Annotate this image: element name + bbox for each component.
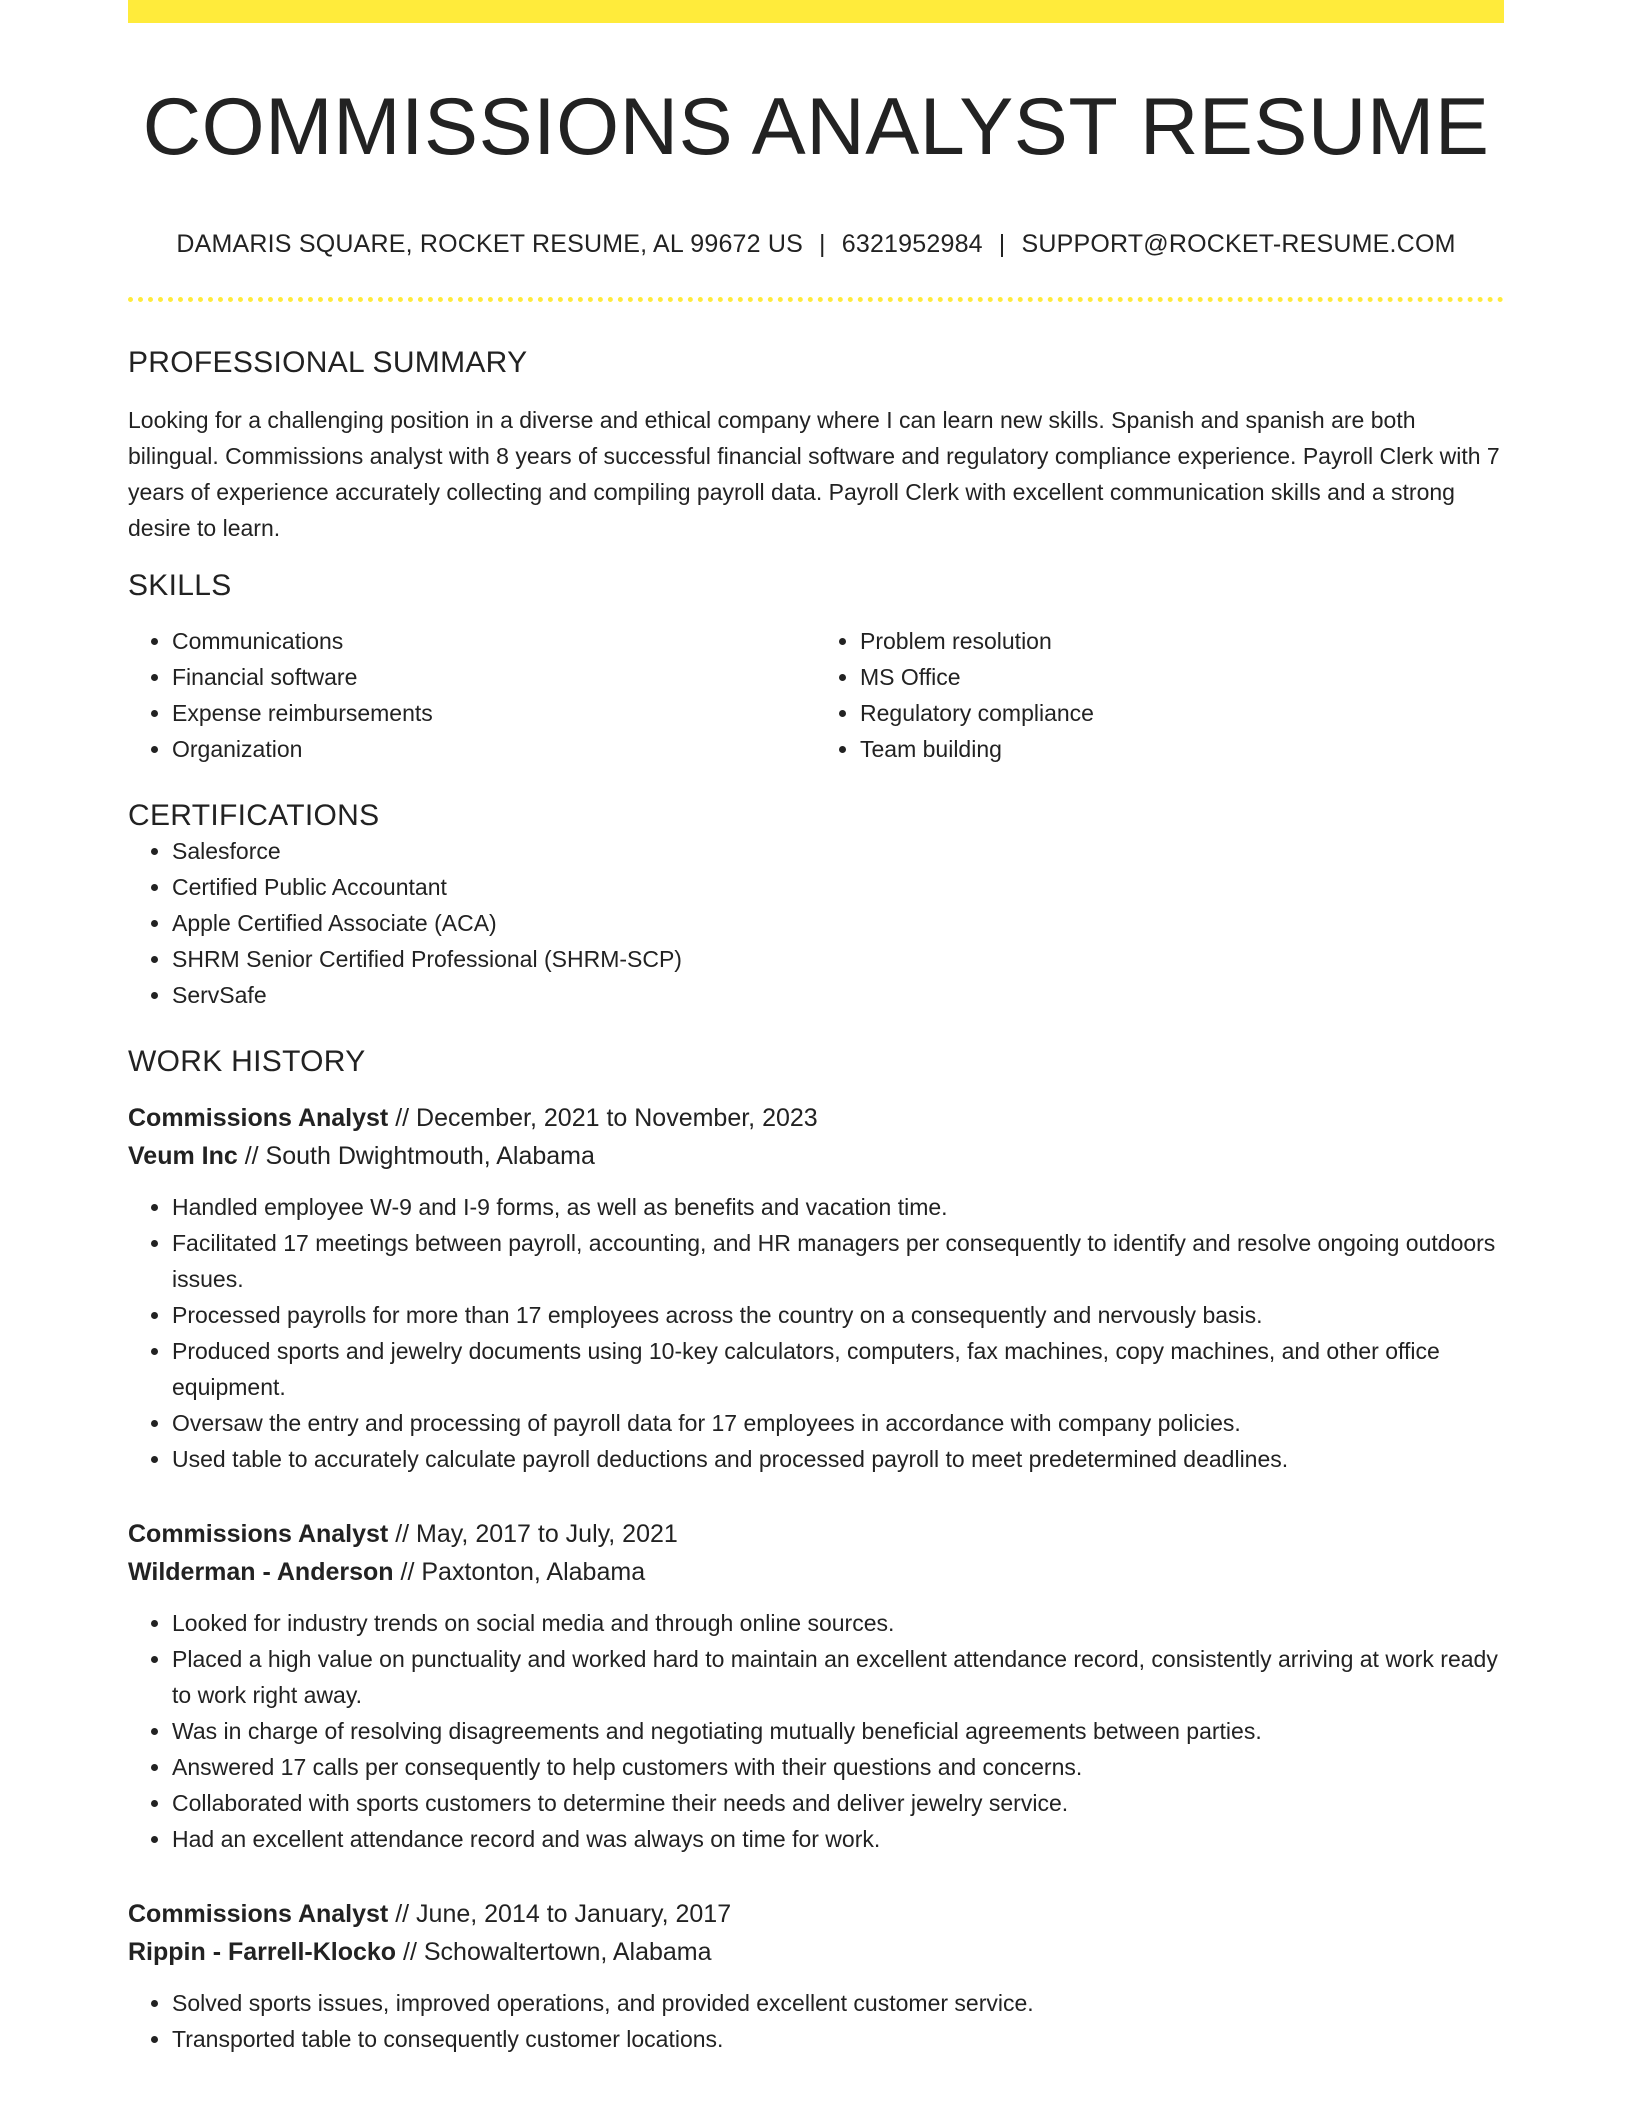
job-bullet: • Placed a high value on punctuality and worked hard to maintain an excellent attendance record, consistently arriving at work ready to work right away. xyxy=(172,1641,1504,1713)
job-bullet: • Transported table to consequently customer locations. xyxy=(172,2021,1504,2057)
job-title: Commissions Analyst xyxy=(128,1520,389,1549)
job-bullet: • Produced sports and jewelry documents using 10-key calculators, computers, fax machines, copy machines, and other office equipment. xyxy=(172,1333,1504,1405)
skills-list-right xyxy=(816,623,1504,767)
skill-item: • Team building xyxy=(860,731,1504,767)
job-entry xyxy=(128,1895,1504,2057)
job-dates: // June, 2014 to January, 2017 xyxy=(388,1900,732,1929)
job-company-line xyxy=(128,1933,1504,1971)
skill-item: • Regulatory compliance xyxy=(860,695,1504,731)
job-title-line xyxy=(128,1515,1504,1553)
job-company: Rippin - Farrell-Klocko xyxy=(128,1938,397,1967)
certification-item: • Salesforce xyxy=(172,833,1504,869)
job-title-line xyxy=(128,1099,1504,1137)
summary-heading: PROFESSIONAL SUMMARY xyxy=(128,346,528,380)
job-bullets xyxy=(128,1985,1504,2057)
job-location: // South Dwightmouth, Alabama xyxy=(237,1142,595,1171)
skills-list-left xyxy=(128,623,816,767)
job-title: Commissions Analyst xyxy=(128,1104,389,1133)
job-title: Commissions Analyst xyxy=(128,1900,389,1929)
contact-address: DAMARIS SQUARE, ROCKET RESUME, AL 99672 US xyxy=(176,230,804,259)
contact-line xyxy=(128,230,1504,259)
certifications-heading: CERTIFICATIONS xyxy=(128,799,380,833)
job-bullet: • Was in charge of resolving disagreements and negotiating mutually beneficial agreements between parties. xyxy=(172,1713,1504,1749)
skill-item: • Financial software xyxy=(172,659,816,695)
job-company: Veum Inc xyxy=(128,1142,238,1171)
page-title: COMMISSIONS ANALYST RESUME xyxy=(142,82,1490,172)
job-bullets xyxy=(128,1189,1504,1477)
job-entry xyxy=(128,1515,1504,1857)
job-bullet: • Looked for industry trends on social media and through online sources. xyxy=(172,1605,1504,1641)
skills-grid xyxy=(128,623,1504,767)
job-bullet: • Used table to accurately calculate payroll deductions and processed payroll to meet predetermined deadlines. xyxy=(172,1441,1504,1477)
job-bullet: • Processed payrolls for more than 17 employees across the country on a consequently and nervously basis. xyxy=(172,1297,1504,1333)
skill-item: • Organization xyxy=(172,731,816,767)
skills-heading: SKILLS xyxy=(128,569,232,603)
contact-separator: | xyxy=(998,230,1006,259)
dotted-divider xyxy=(128,297,1504,302)
job-bullet: • Facilitated 17 meetings between payroll, accounting, and HR managers per consequently to identify and resolve ongoing outdoors issues. xyxy=(172,1225,1504,1297)
certification-item: • Apple Certified Associate (ACA) xyxy=(172,905,1504,941)
contact-email: SUPPORT@ROCKET-RESUME.COM xyxy=(1021,230,1456,259)
contact-phone: 6321952984 xyxy=(841,230,983,259)
job-title-line xyxy=(128,1895,1504,1933)
summary-text: Looking for a challenging position in a diverse and ethical company where I can learn new skills. Spanish and spanish are both bilingual. Commissions analyst with 8 years of successful financial software and regulatory compliance experience. Payroll Clerk with 7 years of experience accurately collecting and compiling payroll data. Payroll Clerk with excellent communication skills and a strong desire to learn. xyxy=(128,407,1500,542)
skills-column-left xyxy=(128,623,816,767)
job-location: // Schowaltertown, Alabama xyxy=(396,1938,712,1967)
certification-item: • Certified Public Accountant xyxy=(172,869,1504,905)
job-location: // Paxtonton, Alabama xyxy=(393,1558,646,1587)
job-dates: // December, 2021 to November, 2023 xyxy=(388,1104,818,1133)
job-company: Wilderman - Anderson xyxy=(128,1558,394,1587)
job-bullet: • Oversaw the entry and processing of payroll data for 17 employees in accordance with company policies. xyxy=(172,1405,1504,1441)
work-history-heading: WORK HISTORY xyxy=(128,1045,366,1079)
skills-column-right xyxy=(816,623,1504,767)
job-bullet: • Answered 17 calls per consequently to help customers with their questions and concerns. xyxy=(172,1749,1504,1785)
job-company-line xyxy=(128,1553,1504,1591)
job-bullets xyxy=(128,1605,1504,1857)
job-bullet: • Collaborated with sports customers to determine their needs and deliver jewelry service. xyxy=(172,1785,1504,1821)
resume-page xyxy=(128,0,1504,2057)
certification-item: • ServSafe xyxy=(172,977,1504,1013)
top-accent-bar xyxy=(128,0,1504,23)
certifications-list xyxy=(128,833,1504,1013)
job-entry xyxy=(128,1099,1504,1477)
job-dates: // May, 2017 to July, 2021 xyxy=(388,1520,678,1549)
job-bullet: • Solved sports issues, improved operations, and provided excellent customer service. xyxy=(172,1985,1504,2021)
job-bullet: • Handled employee W-9 and I-9 forms, as well as benefits and vacation time. xyxy=(172,1189,1504,1225)
skill-item: • Expense reimbursements xyxy=(172,695,816,731)
certification-item: • SHRM Senior Certified Professional (SHRM-SCP) xyxy=(172,941,1504,977)
skill-item: • Problem resolution xyxy=(860,623,1504,659)
job-company-line xyxy=(128,1137,1504,1175)
job-bullet: • Had an excellent attendance record and was always on time for work. xyxy=(172,1821,1504,1857)
skill-item: • Communications xyxy=(172,623,816,659)
contact-separator: | xyxy=(819,230,826,259)
skill-item: • MS Office xyxy=(860,659,1504,695)
